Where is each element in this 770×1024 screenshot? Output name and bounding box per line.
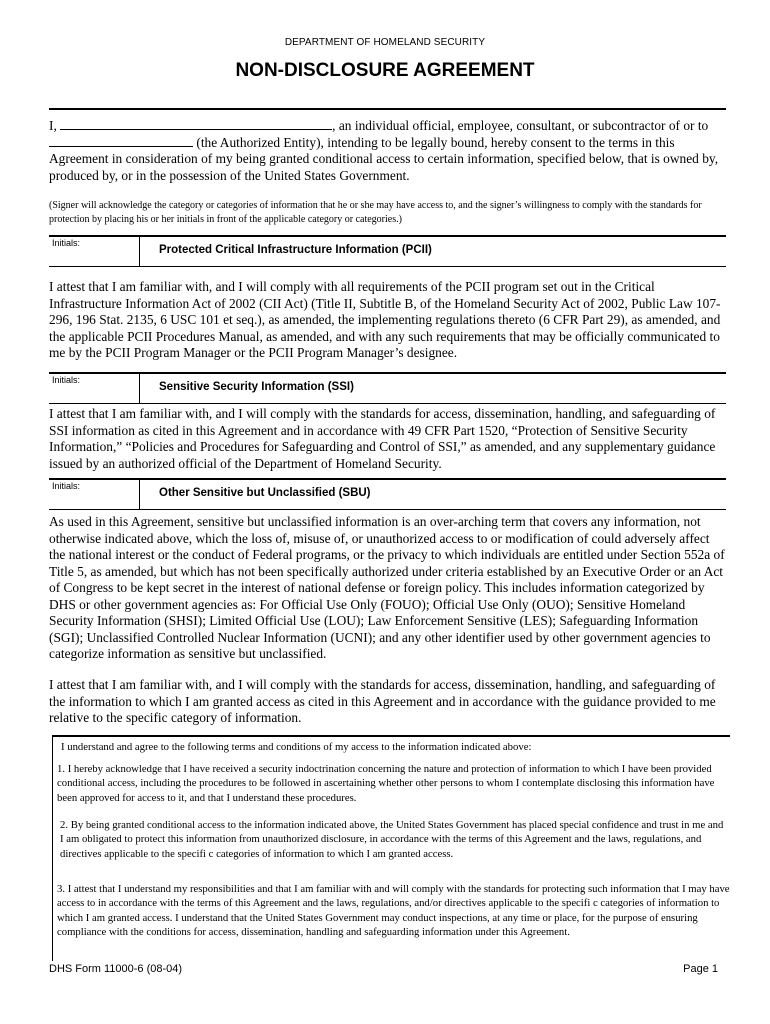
category-title-ssi: Sensitive Security Information (SSI) bbox=[159, 381, 354, 393]
ssi-paragraph: I attest that I am familiar with, and I will comply with the standards for access, dissemination, handling, and safeguarding of SSI information as cited in this Agreement and in accordance with 49 CFR Part 1520, “Protection of Sensitive Security Information,” “Policies and Procedures for Safeguarding and Control of SSI,” as amended, and any supplementary guidance issued by an authorized official of the Department of Homeland Security. bbox=[49, 406, 716, 471]
intro-paragraph bbox=[49, 118, 727, 185]
initials-label: Initials: bbox=[52, 375, 81, 385]
terms-item-2: 2. By being granted conditional access to the information indicated above, the United States Government has placed special confidence and trust in me and I am obligated to protect this information from unauthorized disclosure, in accordance with the terms of this Agreement and the laws, regulations, and directives applicable to the specifi c categories of information to which I am granted access. bbox=[60, 819, 724, 860]
sbu-attest-paragraph: I attest that I am familiar with, and I will comply with the standards for access, dissemination, handling, and safeguarding of the information to which I am granted access as cited in this Agreement and in accordance with the guidance provided to me relative to the specific category of information. bbox=[49, 677, 716, 725]
form-number: DHS Form 11000-6 (08-04) bbox=[49, 963, 183, 975]
row-divider bbox=[139, 478, 140, 510]
initials-field-ssi[interactable] bbox=[50, 373, 138, 402]
signer-note: (Signer will acknowledge the category or categories of information that he or she may have access to, and the signer’s willingness to comply with the standards for protection by placing his or her initials in front of the applicable category or categories.) bbox=[49, 200, 702, 225]
row-top-rule bbox=[49, 235, 726, 237]
title-divider bbox=[49, 108, 726, 110]
initials-label: Initials: bbox=[52, 481, 81, 491]
row-bottom-rule bbox=[49, 266, 726, 267]
pcii-paragraph: I attest that I am familiar with, and I will comply with all requirements of the PCII program set out in the Critical Infrastructure Information Act of 2002 (CII Act) (Title II, Subtitle B, of the Homeland Security Act of 2002, Public Law 107-296, 196 Stat. 2135, 6 USC 101 et seq.), as amended, the implementing regulations thereto (6 CFR Part 29), as amended, and the applicable PCII Procedures Manual, as amended, and with any such requirements that may be officially communicated to me by the PCII Program Manager or the PCII Program Manager’s designee. bbox=[49, 279, 721, 360]
row-top-rule bbox=[49, 372, 726, 374]
terms-item-3: 3. I attest that I understand my responsibilities and that I am familiar with and will comply with the standards for protecting such information that I may have access to in accordance with the terms of this Agreement and the laws, regulations, and/or directives applicable to the specifi c categories of information to which I am granted access. I understand that the United States Government may conduct inspections, at any time or place, for the purpose of ensuring compliance with the conditions for access, dissemination, handling and safeguarding information under this Agreement. bbox=[57, 883, 730, 938]
initials-field-pcii[interactable] bbox=[50, 236, 138, 265]
department-heading: DEPARTMENT OF HOMELAND SECURITY bbox=[284, 37, 486, 48]
row-bottom-rule bbox=[49, 509, 726, 510]
row-divider bbox=[139, 235, 140, 267]
category-title-sbu: Other Sensitive but Unclassified (SBU) bbox=[159, 487, 371, 499]
initials-field-sbu[interactable] bbox=[50, 479, 138, 508]
document-title: NON-DISCLOSURE AGREEMENT bbox=[235, 60, 535, 81]
authorized-entity-field[interactable] bbox=[49, 135, 193, 147]
initials-label: Initials: bbox=[52, 238, 81, 248]
category-title-pcii: Protected Critical Infrastructure Information (PCII) bbox=[159, 244, 432, 256]
terms-item-1: 1. I hereby acknowledge that I have received a security indoctrination concerning the nature and protection of information to which I have been provided conditional access, including the procedures to be followed in ascertaining whether other persons to whom I contemplate disclosing this information have been approved for access to it, and that I understand these procedures. bbox=[57, 763, 715, 804]
row-top-rule bbox=[49, 478, 726, 480]
intro-prefix: I, bbox=[49, 118, 57, 133]
page-number: Page 1 bbox=[683, 963, 718, 975]
terms-lead: I understand and agree to the following terms and conditions of my access to the information indicated above: bbox=[61, 741, 532, 753]
category-row-sbu bbox=[49, 478, 726, 510]
category-row-ssi bbox=[49, 372, 726, 404]
intro-after-name: , an individual official, employee, consultant, or subcontractor of or to bbox=[332, 118, 709, 133]
category-row-pcii bbox=[49, 235, 726, 267]
row-bottom-rule bbox=[49, 403, 726, 404]
sbu-paragraph: As used in this Agreement, sensitive but unclassified information is an over-arching term that covers any information, not otherwise indicated above, which the loss of, misuse of, or unauthorized access to or modification of could adversely affect the national interest or the conduct of Federal programs, or the privacy to which individuals are entitled under Section 552a of Title 5, as amended, but which has not been specifically authorized under criteria established by an Executive Order or an Act of Congress to be kept secret in the interest of national defense or foreign policy. This includes information categorized by DHS or other government agencies as: For Official Use Only (FOUO); Official Use Only (OUO); Sensitive Homeland Security Information (SHSI); Limited Official Use (LOU); Law Enforcement Sensitive (LES); Safeguarding Information (SGI); Unclassified Controlled Nuclear Information (UCNI); and any other identifier used by other government agencies to categorize information as sensitive but unclassified. bbox=[49, 514, 725, 661]
intro-after-entity: (the Authorized Entity), intending to be legally bound, hereby consent to the terms in this Agreement in consideration of my being granted conditional access to certain information, specified below, that is owned by, produced by, or in the possession of the United States Government. bbox=[49, 134, 719, 184]
row-divider bbox=[139, 372, 140, 404]
name-field[interactable] bbox=[60, 118, 332, 130]
